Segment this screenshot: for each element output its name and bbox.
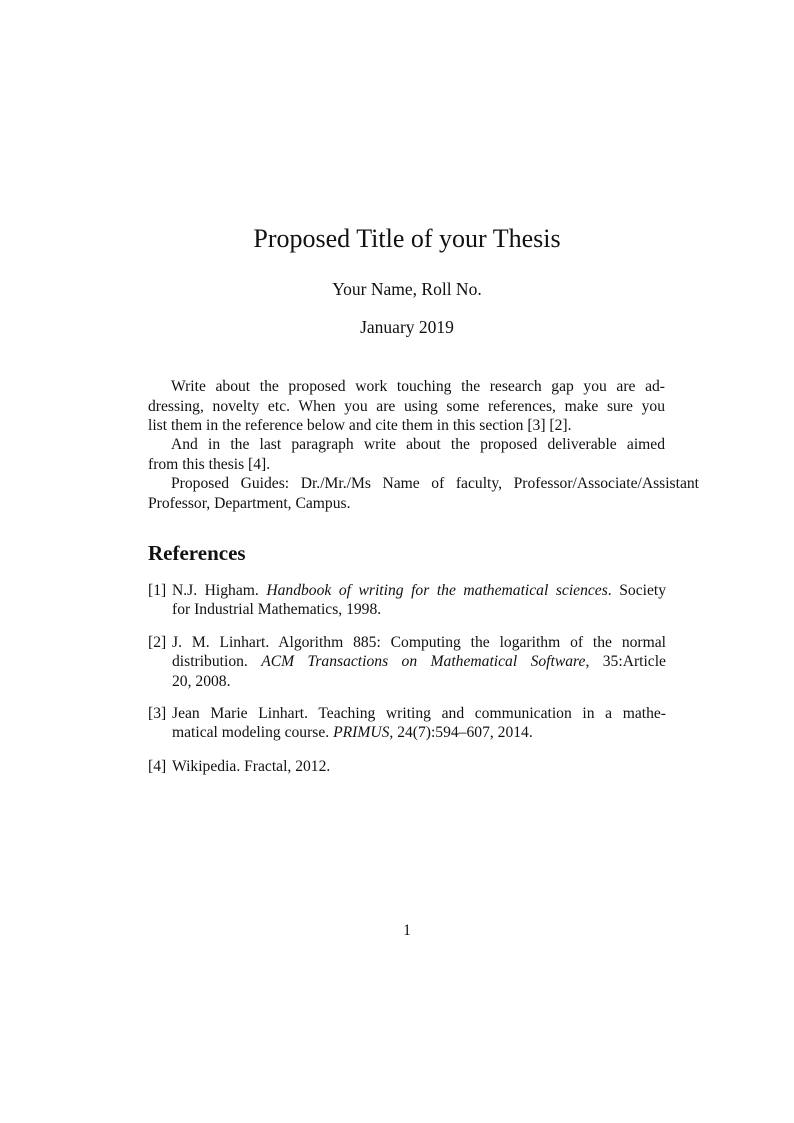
- reference-number: [4]: [148, 758, 167, 775]
- references-heading: References: [148, 541, 246, 565]
- abstract-line: from this thesis [4].: [148, 456, 271, 473]
- reference-item: N.J. Higham. Handbook of writing for the mathematical sciences. Society: [172, 582, 667, 599]
- reference-item: Jean Marie Linhart. Teaching writing and communication in a mathe-: [172, 705, 666, 722]
- reference-item: distribution. ACM Transactions on Mathematical Software, 35:Article: [172, 653, 666, 670]
- reference-item: matical modeling course. PRIMUS, 24(7):594–607, 2014.: [172, 724, 533, 741]
- reference-item: for Industrial Mathematics, 1998.: [172, 601, 382, 618]
- abstract-line: dressing, novelty etc. When you are using some references, make sure you: [148, 398, 665, 415]
- abstract-line: Write about the proposed work touching the research gap you are ad-: [171, 378, 665, 395]
- abstract-line: Proposed Guides: Dr./Mr./Ms Name of faculty, Professor/Associate/Assistant: [171, 475, 699, 492]
- author-line: Your Name, Roll No.: [332, 279, 482, 299]
- page-number: 1: [403, 922, 411, 939]
- abstract-line: Professor, Department, Campus.: [148, 495, 351, 512]
- reference-item: Wikipedia. Fractal, 2012.: [172, 758, 331, 775]
- abstract-line: list them in the reference below and cite them in this section [3] [2].: [148, 417, 572, 434]
- reference-item: 20, 2008.: [172, 673, 231, 690]
- reference-number: [3]: [148, 705, 167, 722]
- paper-title: Proposed Title of your Thesis: [253, 224, 561, 253]
- abstract-line: And in the last paragraph write about the proposed deliverable aimed: [171, 436, 665, 453]
- reference-number: [2]: [148, 634, 167, 651]
- date-line: January 2019: [360, 317, 454, 337]
- reference-item: J. M. Linhart. Algorithm 885: Computing the logarithm of the normal: [172, 634, 666, 651]
- reference-number: [1]: [148, 582, 167, 599]
